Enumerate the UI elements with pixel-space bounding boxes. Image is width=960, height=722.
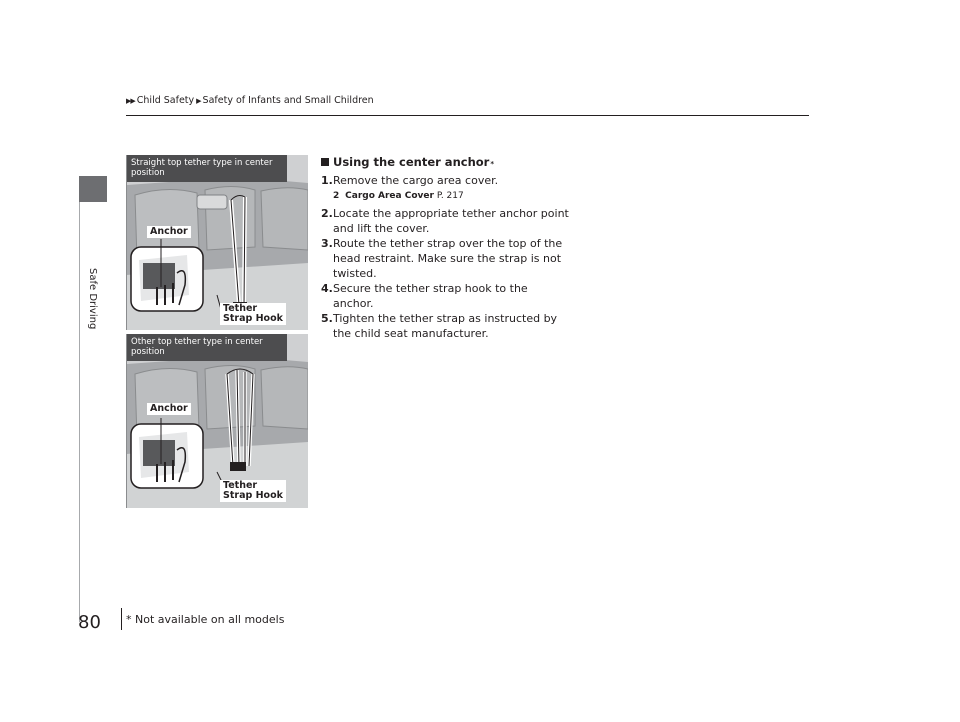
step-5 <box>321 311 571 341</box>
step-text: Secure the tether strap hook to the anchor. <box>333 282 528 310</box>
step-text: Locate the appropriate tether anchor point and lift the cover. <box>333 207 569 235</box>
step-3 <box>321 236 571 281</box>
section-heading-text: Using the center anchor <box>333 155 490 169</box>
step-number: 5. <box>321 312 333 325</box>
tether-strap-hook-label: Tether Strap Hook <box>220 480 286 502</box>
breadcrumb-item-safety-infants[interactable]: Safety of Infants and Small Children <box>202 95 374 106</box>
page-number: 80 <box>78 612 101 633</box>
figure-straight-tether <box>126 155 308 330</box>
cross-reference-page[interactable]: P. 217 <box>436 191 464 201</box>
anchor-label: Anchor <box>147 403 191 415</box>
side-rule <box>79 202 80 622</box>
step-number: 1. <box>321 174 333 187</box>
cross-reference[interactable] <box>333 189 571 204</box>
figure-caption: Other top tether type in center position <box>127 334 287 361</box>
step-4 <box>321 281 571 311</box>
step-text: Route the tether strap over the top of the head restraint. Make sure the strap is not twisted. <box>333 237 563 280</box>
breadcrumb-arrow-icon: ▶ <box>196 96 201 105</box>
side-tab-label: Safe Driving <box>87 268 98 330</box>
anchor-label: Anchor <box>147 226 191 238</box>
footnote-rule <box>121 608 122 630</box>
breadcrumb-arrow-icon: ▶▶ <box>126 96 135 105</box>
figure-other-tether <box>126 334 308 508</box>
step-1 <box>321 173 571 188</box>
section-heading <box>321 155 571 172</box>
figure-caption: Straight top tether type in center position <box>127 155 287 182</box>
step-number: 3. <box>321 237 333 250</box>
step-number: 2. <box>321 207 333 220</box>
step-number: 4. <box>321 282 333 295</box>
breadcrumb <box>126 95 374 106</box>
step-2 <box>321 206 571 236</box>
heading-square-icon <box>321 158 329 166</box>
step-text: Tighten the tether strap as instructed by the child seat manufacturer. <box>333 312 558 340</box>
footnote: * Not available on all models <box>126 613 285 626</box>
availability-marker: * <box>490 160 495 168</box>
header-rule <box>126 115 809 116</box>
breadcrumb-item-child-safety[interactable]: Child Safety <box>136 95 195 106</box>
side-tab-marker <box>79 176 107 202</box>
cross-reference-title[interactable]: Cargo Area Cover <box>345 191 434 201</box>
step-text: Remove the cargo area cover. <box>333 174 499 187</box>
instructions <box>321 155 571 341</box>
reference-arrow-icon: 2 <box>333 191 340 201</box>
tether-strap-hook-label: Tether Strap Hook <box>220 303 286 325</box>
